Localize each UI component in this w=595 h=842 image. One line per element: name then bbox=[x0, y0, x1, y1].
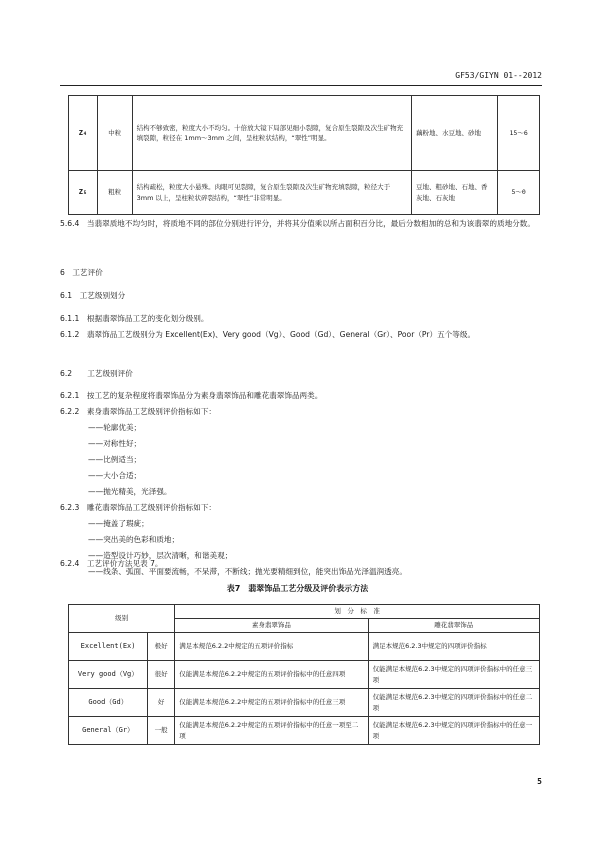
plain-criteria-cell: 仅能满足本规范6.2.2中规定的五项评价指标中的任意三项 bbox=[175, 689, 368, 717]
plain-criteria-cell: 仅能满足本规范6.2.2中规定的五项评价指标中的任意四项 bbox=[175, 661, 368, 689]
paragraph-6-2-3: 6.2.3 雕花翡翠饰品工艺级别评价指标如下： bbox=[60, 503, 217, 512]
header-level: 级别 bbox=[69, 605, 175, 633]
score-cell: 15～6 bbox=[498, 96, 540, 171]
list-item: ——造型设计巧妙，层次清晰，和谐美观； bbox=[88, 551, 233, 560]
list-item: ——轮廓优美； bbox=[88, 423, 142, 432]
grain-size-cell: 粗粒 bbox=[97, 171, 132, 215]
score-cell: 5～0 bbox=[498, 171, 540, 215]
header-plain: 素身翡翠饰品 bbox=[175, 619, 368, 633]
list-6-2-2 bbox=[60, 420, 544, 500]
texture-grade-table bbox=[68, 95, 540, 215]
carved-criteria-cell: 仅能满足本规范6.2.3中规定的四项评价指标中的任意二项 bbox=[368, 689, 539, 717]
description-cell: 结构疏松，粒度大小悬殊。肉眼可见裂隙，复合原生裂隙及次生矿物充填裂隙，粒径大于 3mm 以上，呈柱粒状碎裂结构，“翠性”非常明显。 bbox=[132, 171, 411, 215]
grade-name-cell: General（Gr） bbox=[69, 717, 148, 745]
carved-criteria-cell: 满足本规范6.2.3中规定的四项评价指标 bbox=[368, 633, 539, 661]
paragraph-6-2-4: 6.2.4 工艺评价方法见表 7。 bbox=[60, 559, 163, 568]
paragraph-5-6-4: 5.6.4 当翡翠质地不均匀时，将质地不同的部位分别进行评分，并将其分值乘以所占面积百分比，最后分数相加的总和为该翡翠的质地分数。 bbox=[60, 219, 535, 228]
craft-grade-table bbox=[68, 604, 540, 745]
list-item: ——掩盖了瑕疵； bbox=[88, 519, 149, 528]
table-row bbox=[69, 633, 540, 661]
paragraph-6-1-2: 6.1.2 翡翠饰品工艺级别分为 Excellent(Ex)、Very good（Vg）、Good（Gd）、General（Gr）、Poor（Pr）五个等级。 bbox=[60, 330, 476, 339]
grade-level-cell: 一般 bbox=[148, 717, 175, 745]
table-row bbox=[69, 661, 540, 689]
list-item: ——抛光精美，光泽强。 bbox=[88, 487, 172, 496]
heading-6-1: 6.1 工艺级别划分 bbox=[60, 291, 126, 300]
table-row bbox=[69, 689, 540, 717]
table-7-caption: 表7 翡翠饰品工艺分级及评价表示方法 bbox=[226, 584, 369, 593]
header-rule bbox=[60, 85, 542, 86]
document-code-header: GF53/GIYN 01--2012 bbox=[455, 71, 542, 80]
table-row bbox=[69, 171, 540, 215]
grade-level-cell: 极好 bbox=[148, 633, 175, 661]
list-item: ——对称性好； bbox=[88, 439, 142, 448]
list-item: ——线条、弧面、平面要流畅，不呆滞，不断线；抛光要精细到位，能突出饰品光泽温润透亮。 bbox=[88, 567, 407, 576]
grade-level-cell: 好 bbox=[148, 689, 175, 717]
carved-criteria-cell: 仅能满足本规范6.2.3中规定的四项评价指标中的任意三项 bbox=[368, 661, 539, 689]
texture-type-cell: 豆地、粗砂地、石地、香灰地、石灰地 bbox=[411, 171, 497, 215]
grade-cell: Z₅ bbox=[69, 171, 98, 215]
page-number: 5 bbox=[537, 777, 542, 786]
carved-criteria-cell: 仅能满足本规范6.2.3中规定的四项评价指标中的任意一项 bbox=[368, 717, 539, 745]
plain-criteria-cell: 满足本规范6.2.2中规定的五项评价指标 bbox=[175, 633, 368, 661]
list-item: ——大小合适； bbox=[88, 471, 142, 480]
plain-criteria-cell: 仅能满足本规范6.2.2中规定的五项评价指标中的任意一项至二项 bbox=[175, 717, 368, 745]
table-row bbox=[69, 96, 540, 171]
paragraph-6-2-2: 6.2.2 素身翡翠饰品工艺级别评价指标如下： bbox=[60, 407, 217, 416]
table-row bbox=[69, 717, 540, 745]
grade-cell: Z₄ bbox=[69, 96, 98, 171]
heading-6-2: 6.2 工艺级别评价 bbox=[60, 369, 133, 378]
grain-size-cell: 中粒 bbox=[97, 96, 132, 171]
header-standard: 划 分 标 准 bbox=[175, 605, 540, 619]
grade-name-cell: Excellent(Ex) bbox=[69, 633, 148, 661]
paragraph-6-2-1: 6.2.1 按工艺的复杂程度将翡翠饰品分为素身翡翠饰品和雕花翡翠饰品两类。 bbox=[60, 391, 323, 400]
grade-level-cell: 很好 bbox=[148, 661, 175, 689]
list-item: ——突出美的色彩和质地； bbox=[88, 535, 180, 544]
grade-name-cell: Good（Gd） bbox=[69, 689, 148, 717]
grade-name-cell: Very good（Vg） bbox=[69, 661, 148, 689]
table-header-row bbox=[69, 605, 540, 619]
texture-type-cell: 藕粉地、水豆地、砂地 bbox=[411, 96, 497, 171]
paragraph-6-1-1: 6.1.1 根据翡翠饰品工艺的变化划分级别。 bbox=[60, 314, 209, 323]
header-carved: 雕花翡翠饰品 bbox=[368, 619, 539, 633]
heading-section-6: 6 工艺评价 bbox=[60, 268, 103, 277]
list-item: ——比例适当； bbox=[88, 455, 142, 464]
description-cell: 结构不够致密，粒度大小不均匀。十倍放大镜下局部见细小裂隙，复合原生裂隙及次生矿物充填裂隙，粒径在 1mm～3mm 之间，呈柱粒状结构，“翠性”明显。 bbox=[132, 96, 411, 171]
